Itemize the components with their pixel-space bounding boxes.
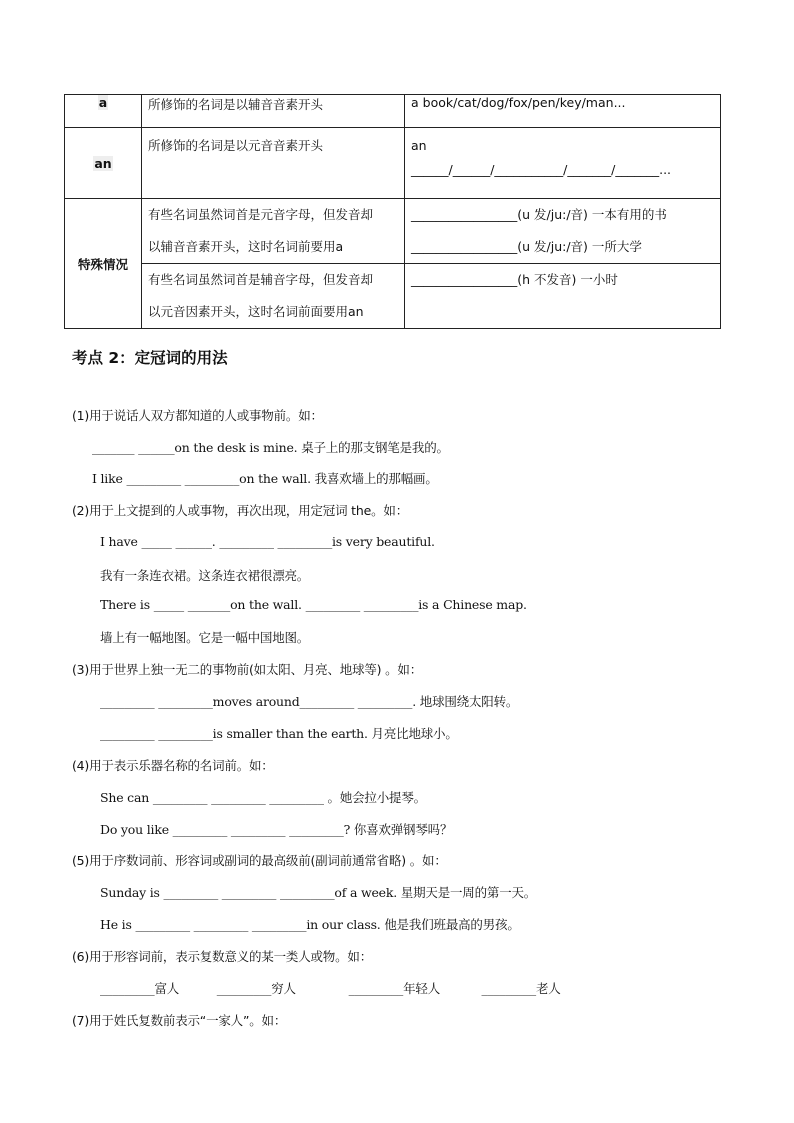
article-usage-table [64, 94, 721, 329]
rule-special-2-line2: 以元音因素开头，这时名词前面要用an [148, 304, 364, 319]
example-line: _______ ______on the desk is mine. 桌子上的那支钢笔是我的。 [92, 440, 449, 455]
rule-an: 所修饰的名词是以元音音素开头 [142, 128, 405, 199]
example-line: 我有一条连衣裙。这条连衣裙很漂亮。 [100, 568, 310, 583]
rule-special-2 [142, 264, 405, 329]
label-special: 特殊情况 [65, 199, 142, 329]
examples-special-2 [405, 264, 721, 329]
example-blanks-an: ______/______/___________/_______/_______... [411, 162, 672, 177]
example-line: Do you like _________ _________ _________? 你喜欢弹钢琴吗？ [100, 822, 453, 837]
label-a: a [65, 95, 142, 128]
label-an: an [65, 128, 142, 199]
table-row-an [65, 128, 721, 199]
example-line: There is _____ _______on the wall. _________ _________is a Chinese map. [100, 597, 527, 612]
rule-a: 所修饰的名词是以辅音音素开头 [142, 95, 405, 128]
table-row-a [65, 95, 721, 128]
example-line: I like _________ _________on the wall. 我喜欢墙上的那幅画。 [92, 471, 438, 486]
examples-special-1 [405, 199, 721, 264]
example-line: I have _____ ______. _________ _________is very beautiful. [100, 534, 435, 549]
example-line: _________ _________moves around_________ _________. 地球围绕太阳转。 [100, 694, 519, 709]
example-word-an: an [411, 138, 427, 153]
rule-4-title: (4)用于表示乐器名称的名词前。如： [72, 758, 274, 773]
example-hour: _________________(h 不发音) 一小时 [411, 272, 618, 287]
table-row-special-2 [65, 264, 721, 329]
rule-6-title: (6)用于形容词前，表示复数意义的某一类人或物。如： [72, 949, 373, 964]
rule-special-2-line1: 有些名词虽然词首是辅音字母，但发音却 [148, 272, 374, 287]
examples-an [405, 128, 721, 199]
rule-3-title: (3)用于世界上独一无二的事物前(如太阳、月亮、地球等) 。如： [72, 662, 423, 677]
rule-special-1-line2: 以辅音音素开头，这时名词前要用a [148, 239, 344, 254]
table-row-special-1 [65, 199, 721, 264]
examples-a: a book/cat/dog/fox/pen/key/man... [405, 95, 721, 128]
rule-5-title: (5)用于序数词前、形容词或副词的最高级前(副词前通常省略) 。如： [72, 853, 447, 868]
example-line: _________富人 _________穷人 _________年轻人 _________老人 [100, 981, 561, 996]
example-line: Sunday is _________ _________ _________of a week. 星期天是一周的第一天。 [100, 885, 537, 900]
example-line: He is _________ _________ _________in our class. 他是我们班最高的男孩。 [100, 917, 520, 932]
example-line: 墙上有一幅地图。它是一幅中国地图。 [100, 630, 310, 645]
rule-special-1-line1: 有些名词虽然词首是元音字母，但发音却 [148, 207, 374, 222]
rule-7-title: (7)用于姓氏复数前表示“一家人”。如： [72, 1013, 287, 1028]
rule-1-title: (1)用于说话人双方都知道的人或事物前。如： [72, 408, 323, 423]
example-university: _________________(u 发/ju:/音) 一所大学 [411, 239, 642, 254]
example-line: She can _________ _________ _________ 。她会拉小提琴。 [100, 790, 426, 805]
example-useful-book: _________________(u 发/ju:/音) 一本有用的书 [411, 207, 667, 222]
rule-special-1 [142, 199, 405, 264]
section-heading: 考点 2：定冠词的用法 [72, 349, 228, 367]
rule-2-title: (2)用于上文提到的人或事物，再次出现，用定冠词 the。如： [72, 503, 408, 518]
example-line: _________ _________is smaller than the earth. 月亮比地球小。 [100, 726, 458, 741]
